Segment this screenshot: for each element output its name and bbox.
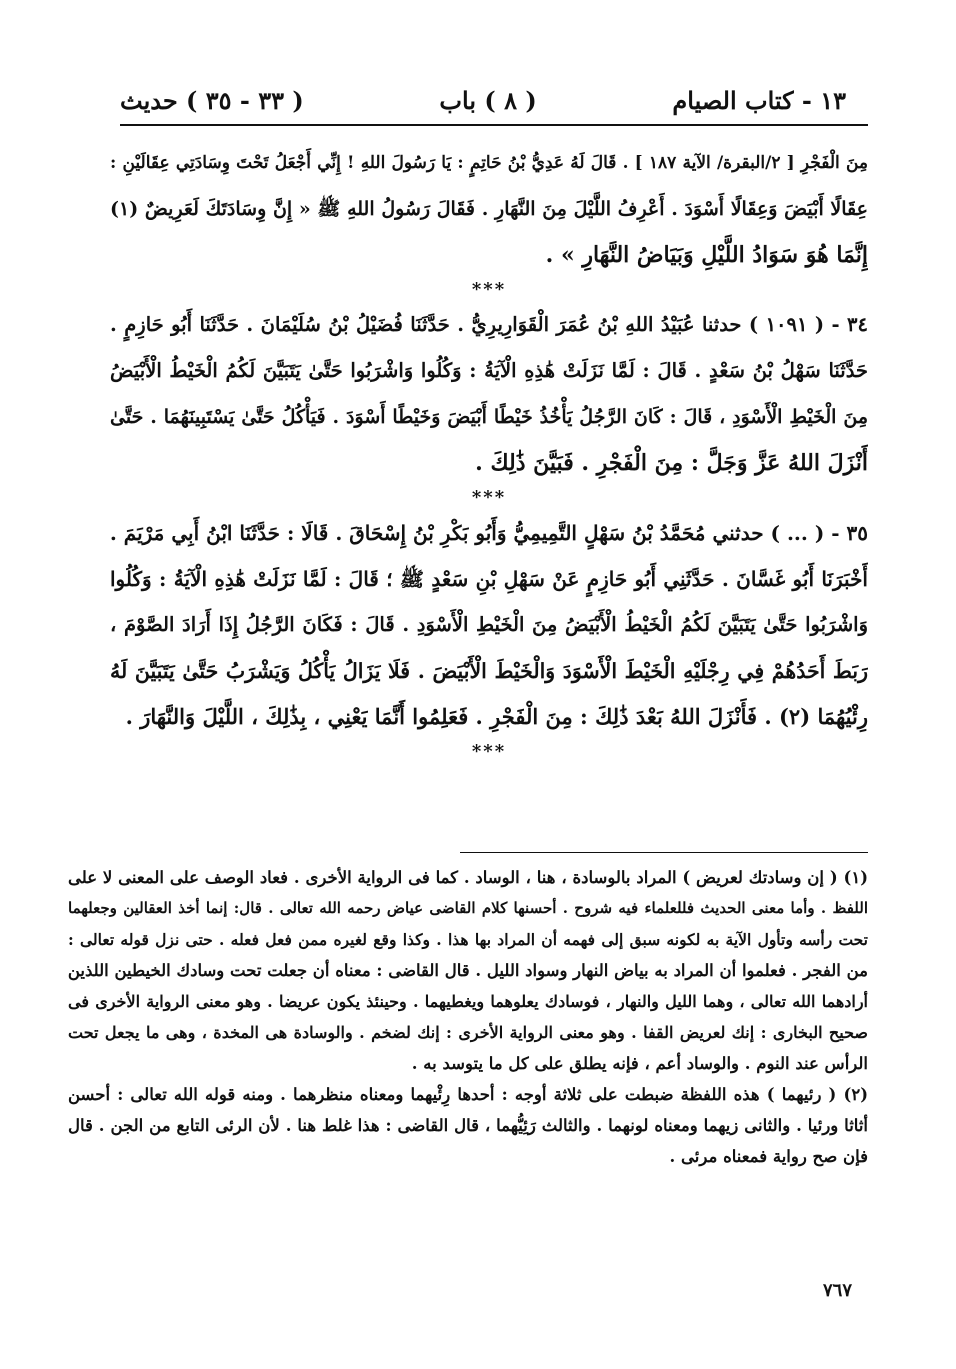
text-line: ٣٤ - ( ١٠٩١ ) حدثنا عُبَيْدُ اللهِ بْنُ عُمَرَ الْقَوَارِيرِيُّ . حَدَّثَنَا فُضَيْلُ بْنُ سُلَيْمَانَ . حَدَّثَنَا أَبُو حَازِمٍ . — [110, 313, 868, 336]
text-line: عِقَالًا أَبْيَضَ وَعِقَالًا أَسْوَدَ . أَعْرِفُ اللَّيْلَ مِنَ النَّهَارِ . فَقَالَ رَسُولُ اللهِ ﷺ « إِنَّ وِسَادَتَكَ لَعَرِيضٌ (١) — [110, 198, 868, 220]
section-separator: *** — [471, 487, 507, 508]
text-line: رَبَطَ أَحَدُهُمْ فِي رِجْلَيْهِ الْخَيْطَ الْأَسْوَدَ وَالْخَيْطَ الْأَبْيَضَ . فَلَا يَزَالُ يَأْكُلُ وَيَشْرَبُ حَتَّىٰ يَتَبَيَّنَ لَهُ — [110, 659, 868, 683]
text-line: حَدَّثَنَا سَهْلُ بْنُ سَعْدٍ . قَالَ : لَمَّا نَزَلَتْ هَٰذِهِ الْآيَةُ : وَكُلُوا وَاشْرَبُوا حَتَّىٰ يَتَبَيَّنَ لَكُمُ الْخَيْطُ الْأَبْيَضُ — [110, 359, 868, 382]
footnote-line: (٢) ( رئيهما ) هذه اللفظة ضبطت على ثلاثة أوجه : أحدها رِئْيهما ومعناه منظرهما . ومنه قوله الله تعالى : أحسن — [68, 1085, 868, 1104]
footnote-line: (١) ( إن وسادتك لعريض ) المراد بالوسادة ، هنا ، الوساد . كما فى الرواية الأخرى . فعاد الوصف على المعنى لا على — [68, 868, 868, 887]
text-line: إِنَّمَا هُوَ سَوَادُ اللَّيْلِ وَبَيَاضُ النَّهَارِ » . — [545, 242, 868, 268]
footnotes — [68, 862, 868, 1172]
header-rule — [120, 124, 868, 126]
text-line: ٣٥ - ( ... ) حدثني مُحَمَّدُ بْنُ سَهْلٍ التَّمِيمِيُّ وَأَبُو بَكْرِ بْنُ إِسْحَاقَ . قَالَا : حَدَّثَنَا ابْنُ أَبِي مَرْيَمَ . — [110, 521, 868, 545]
text-line: وَاشْرَبُوا حَتَّىٰ يَتَبَيَّنَ لَكُمُ الْخَيْطُ الْأَبْيَضُ مِنَ الْخَيْطِ الْأَسْوَدِ . قَالَ : فَكَانَ الرَّجُلُ إِذَا أَرَادَ الصَّوْمَ ، — [110, 613, 868, 636]
main-text — [110, 140, 868, 764]
text-line: أَنْزَلَ اللهُ عَزَّ وَجَلَّ : مِنَ الْفَجْرِ . فَبَيَّنَ ذَٰلِكَ . — [475, 450, 868, 476]
header-bab: ( ٨ ) باب — [439, 85, 537, 115]
footnote-line: أثاثا ورئيا . والثانى زيهما ومعناه لونهما . والثالث رَئِيُّهما ، قال القاضى : هذا غلط هنا . لأن الرئى التابع من الجن . قال — [68, 1116, 868, 1135]
section-separator: *** — [471, 279, 507, 300]
header-hadith-range: ( ٣٣ - ٣٥ ) حديث — [120, 85, 304, 115]
text-line: رِئْيُهُمَا (٢) . فَأَنْزَلَ اللهُ بَعْدَ ذَٰلِكَ : مِنَ الْفَجْرِ . فَعَلِمُوا أَنَّمَا يَعْنِي ، بِذَٰلِكَ ، اللَّيْلَ وَالنَّهَارَ . — [125, 704, 868, 729]
footnote-line: فإن صح رواية فمعناه مرئى . — [669, 1147, 868, 1166]
text-line: مِنَ الْفَجْرِ [ ٢/البقرة/ الآية ١٨٧ ] . قَالَ لَهُ عَدِيُّ بْنُ حَاتِمٍ : يَا رَسُولَ اللهِ ! إِنِّي أَجْعَلُ تَحْتَ وِسَادَتِي عِقَالَيْنِ : — [110, 153, 868, 173]
section-separator: *** — [471, 741, 507, 762]
text-line: أَخْبَرَنَا أَبُو غَسَّانَ . حَدَّثَنِي أَبُو حَازِمٍ عَنْ سَهْلِ بْنِ سَعْدٍ ﷺ ؛ قَالَ : لَمَّا نَزَلَتْ هَٰذِهِ الْآيَةُ : وَكُلُوا — [110, 567, 868, 591]
page-number: ٧٦٧ — [822, 1280, 852, 1301]
footnote-line: تحت رأسه وتأول الآية به لكونه سبق إلى فهمه أن المراد بها هذا . وكذا وقع لغيره ممن فعل فعله . حتى نزل قوله تعالى : — [68, 930, 868, 949]
header-chapter-title: ١٣ - كتاب الصيام — [672, 85, 846, 115]
footnote-line: الرأس عند النوم . والوساد أعم ، فإنه يطلق على كل ما يتوسد به . — [411, 1054, 868, 1073]
text-line: مِنَ الْخَيْطِ الْأَسْوَدِ ، قَالَ : كَانَ الرَّجُلُ يَأْخُذُ خَيْطًا أَبْيَضَ وَخَيْطًا أَسْوَدَ . فَيَأْكُلُ حَتَّىٰ يَسْتَبِينَهُمَا . حَتَّىٰ — [110, 406, 868, 428]
running-header — [120, 82, 846, 118]
footnote-line: صحيح البخارى : إنك لعريض القفا . وهو معنى الرواية الأخرى : إنك لضخم . والوسادة هى المخدة ، وهى ما يجعل تحت — [68, 1023, 868, 1042]
footnote-line: من الفجر . فعلموا أن المراد به بياض النهار وسواد الليل . قال القاضى : معناه أن جعلت تحت وسادك الخيطين اللذين — [68, 961, 868, 980]
footnote-line: أرادهما الله تعالى ، وهما الليل والنهار ، فوسادك يعلوهما ويغطيهما . وحينئذ يكون عريضا . وهو معنى الرواية الأخرى فى — [68, 992, 868, 1011]
footnote-rule — [460, 852, 868, 853]
footnote-line: اللفظ . وأما معنى الحديث فللعلماء فيه شروح . أحسنها كلام القاضى عياض رحمه الله تعالى . قال: إنما أخذ العقالين وجعلهما — [68, 899, 868, 917]
